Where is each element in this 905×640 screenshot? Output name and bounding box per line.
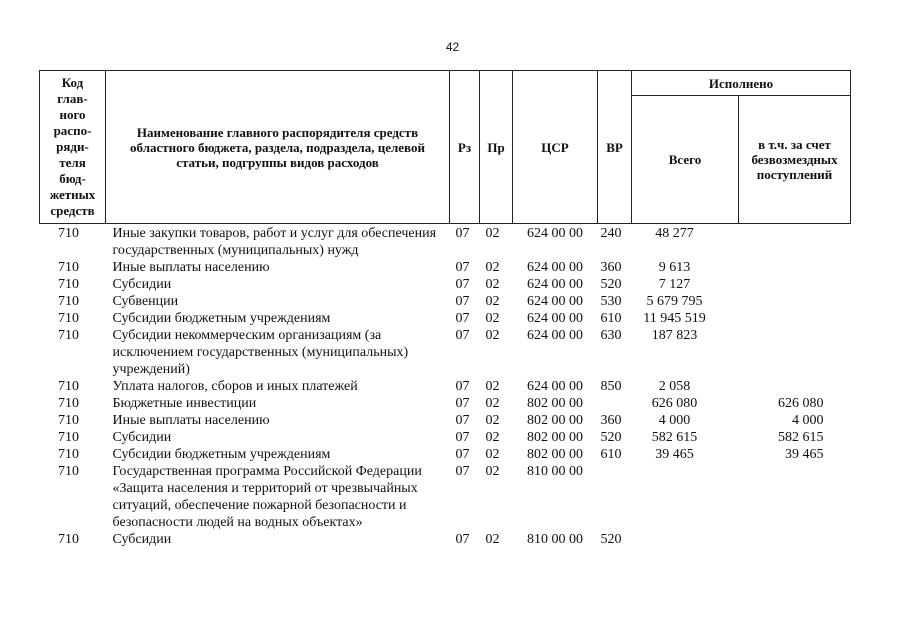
row-csr: 624 00 00 — [527, 277, 583, 292]
budget-table — [39, 70, 851, 548]
row-kod: 710 — [58, 277, 79, 292]
row-name: Субсидии бюджетным учреждениям — [112, 447, 331, 462]
row-csr: 810 00 00 — [527, 464, 583, 479]
row-free-receipts — [739, 531, 851, 548]
row-pr: 02 — [485, 532, 500, 547]
row-csr: 624 00 00 — [527, 311, 583, 326]
row-vr: 520 — [600, 430, 622, 445]
row-csr: 624 00 00 — [527, 328, 583, 343]
row-total: 626 080 — [651, 396, 698, 411]
row-vr: 850 — [600, 379, 622, 394]
row-total: 4 000 — [658, 413, 691, 428]
row-vr: 520 — [600, 532, 622, 547]
table-row — [40, 224, 851, 260]
row-pr: 02 — [485, 430, 500, 445]
row-rz: 07 — [455, 532, 470, 547]
row-total: 48 277 — [655, 226, 694, 241]
header-total: Всего — [632, 96, 739, 224]
row-name: Иные выплаты населению — [112, 413, 270, 428]
row-pr: 02 — [485, 260, 500, 275]
row-csr: 624 00 00 — [527, 226, 583, 241]
row-free-receipts: 39 465 — [785, 447, 824, 462]
row-csr: 624 00 00 — [527, 294, 583, 309]
table-row — [40, 276, 851, 293]
row-name: Субсидии некоммерческим организациям (за исключением государственных (муниципальных) учреждений) — [112, 328, 409, 377]
table-row — [40, 531, 851, 548]
row-name: Бюджетные инвестиции — [112, 396, 257, 411]
row-kod: 710 — [58, 260, 79, 275]
header-name: Наименование главного распорядителя средств областного бюджета, раздела, подраздела, целевой статьи, подгруппы видов расходов — [106, 71, 450, 224]
header-vr: ВР — [598, 71, 632, 224]
row-kod: 710 — [58, 447, 79, 462]
row-rz: 07 — [455, 379, 470, 394]
row-name: Государственная программа Российской Федерации «Защита населения и территорий от чрезвычайных ситуаций, обеспечение пожарной безопасности и безопасности людей на водных объектах» — [112, 464, 422, 530]
row-kod: 710 — [58, 413, 79, 428]
table-row — [40, 446, 851, 463]
row-vr: 520 — [600, 277, 622, 292]
row-pr: 02 — [485, 226, 500, 241]
row-csr: 802 00 00 — [527, 396, 583, 411]
table-row — [40, 378, 851, 395]
row-total: 582 615 — [651, 430, 698, 445]
row-free-receipts — [739, 310, 851, 327]
page-number: 42 — [445, 40, 460, 54]
row-rz: 07 — [455, 311, 470, 326]
row-vr: 360 — [600, 260, 622, 275]
row-kod: 710 — [58, 379, 79, 394]
table-row — [40, 310, 851, 327]
row-csr: 802 00 00 — [527, 430, 583, 445]
row-vr: 610 — [600, 447, 622, 462]
row-total: 9 613 — [658, 260, 691, 275]
row-rz: 07 — [455, 464, 470, 479]
row-pr: 02 — [485, 464, 500, 479]
row-rz: 07 — [455, 413, 470, 428]
row-vr: 240 — [600, 226, 622, 241]
row-csr: 624 00 00 — [527, 379, 583, 394]
table-row — [40, 463, 851, 531]
row-rz: 07 — [455, 260, 470, 275]
row-free-receipts: 4 000 — [792, 413, 824, 428]
row-name: Иные закупки товаров, работ и услуг для обеспечения государственных (муниципальных) нужд — [112, 226, 437, 258]
row-kod: 710 — [58, 464, 79, 479]
header-kod: Код глав- ного распо- ряди- теля бюд- жетных средств — [40, 71, 106, 224]
row-total: 2 058 — [658, 379, 691, 394]
row-total — [632, 531, 739, 548]
row-free-receipts — [739, 293, 851, 310]
row-free-receipts — [739, 463, 851, 531]
row-kod: 710 — [58, 532, 79, 547]
row-rz: 07 — [455, 430, 470, 445]
row-name: Субсидии — [112, 430, 172, 445]
row-vr: 630 — [600, 328, 622, 343]
row-rz: 07 — [455, 277, 470, 292]
row-rz: 07 — [455, 328, 470, 343]
row-kod: 710 — [58, 311, 79, 326]
row-total: 7 127 — [658, 277, 691, 292]
table-header — [40, 71, 851, 224]
row-free-receipts — [739, 327, 851, 378]
table-row — [40, 293, 851, 310]
row-free-receipts — [739, 378, 851, 395]
row-vr: 530 — [600, 294, 622, 309]
row-free-receipts — [739, 276, 851, 293]
row-pr: 02 — [485, 396, 500, 411]
row-rz: 07 — [455, 294, 470, 309]
row-rz: 07 — [455, 396, 470, 411]
row-kod: 710 — [58, 396, 79, 411]
row-vr: 360 — [600, 413, 622, 428]
row-total: 11 945 519 — [643, 311, 706, 326]
table-row — [40, 259, 851, 276]
table-row — [40, 327, 851, 378]
table-row — [40, 412, 851, 429]
table-row — [40, 395, 851, 412]
row-name: Иные выплаты населению — [112, 260, 270, 275]
row-total: 39 465 — [655, 447, 694, 462]
row-total: 187 823 — [651, 328, 698, 343]
header-executed: Исполнено — [632, 71, 851, 96]
row-pr: 02 — [485, 277, 500, 292]
row-free-receipts — [739, 224, 851, 260]
row-name: Субсидии — [112, 532, 172, 547]
row-pr: 02 — [485, 328, 500, 343]
header-free-receipts: в т.ч. за счет безвозмездных поступлений — [739, 96, 851, 224]
row-vr — [598, 395, 632, 412]
row-free-receipts — [739, 259, 851, 276]
row-pr: 02 — [485, 294, 500, 309]
header-rz: Рз — [450, 71, 480, 224]
row-kod: 710 — [58, 294, 79, 309]
row-free-receipts: 626 080 — [778, 396, 824, 411]
row-kod: 710 — [58, 328, 79, 343]
row-kod: 710 — [58, 430, 79, 445]
row-pr: 02 — [485, 311, 500, 326]
row-pr: 02 — [485, 447, 500, 462]
header-pr: Пр — [480, 71, 513, 224]
row-rz: 07 — [455, 447, 470, 462]
row-rz: 07 — [455, 226, 470, 241]
table-row — [40, 429, 851, 446]
row-total — [632, 463, 739, 531]
row-pr: 02 — [485, 379, 500, 394]
row-name: Субсидии — [112, 277, 172, 292]
row-kod: 710 — [58, 226, 79, 241]
row-csr: 802 00 00 — [527, 447, 583, 462]
row-total: 5 679 795 — [646, 294, 703, 309]
row-name: Субсидии бюджетным учреждениям — [112, 311, 331, 326]
row-vr: 610 — [600, 311, 622, 326]
row-name: Субвенции — [112, 294, 179, 309]
row-csr: 802 00 00 — [527, 413, 583, 428]
header-csr: ЦСР — [513, 71, 598, 224]
table-body — [40, 224, 851, 549]
row-free-receipts: 582 615 — [778, 430, 824, 445]
row-name: Уплата налогов, сборов и иных платежей — [112, 379, 358, 394]
row-csr: 624 00 00 — [527, 260, 583, 275]
row-csr: 810 00 00 — [527, 532, 583, 547]
row-pr: 02 — [485, 413, 500, 428]
row-vr — [598, 463, 632, 531]
